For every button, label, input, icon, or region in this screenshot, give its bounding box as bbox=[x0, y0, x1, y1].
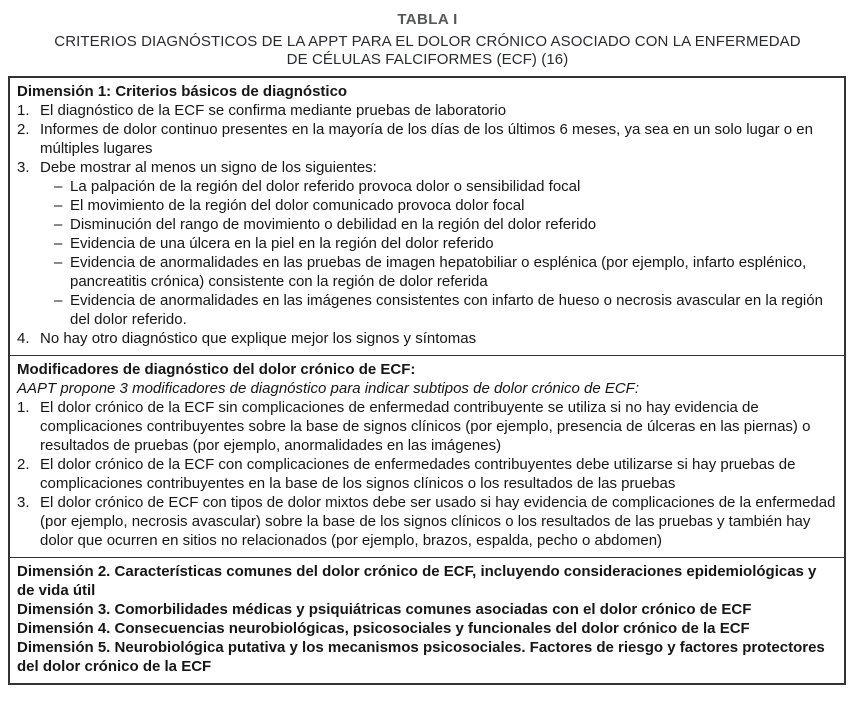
sub-list-item bbox=[17, 177, 836, 196]
sub-list-item-text: Evidencia de anormalidades en las pruebas de imagen hepatobiliar o esplénica (por ejemplo, infarto esplénico, pancreatitis crónica) consistente con la región de dolor referida bbox=[70, 254, 807, 290]
list-item-text: El dolor crónico de la ECF sin complicaciones de enfermedad contribuyente se utiliza si no hay evidencia de complicaciones contribuyentes sobre la base de signos clínicos (por ejemplo, presencia de úlceras en las piernas) o resultados de pruebas (por ejemplo, anormalidades en las imágenes) bbox=[40, 399, 811, 454]
table-caption-title-line-2: DE CÉLULAS FALCIFORMES (ECF) (16) bbox=[286, 51, 569, 68]
list-item-text: El dolor crónico de ECF con tipos de dolor mixtos debe ser usado si hay evidencia de complicaciones de la enfermedad (por ejemplo, necrosis avascular) sobre la base de los signos clínicos o los resultados de las pruebas y también hay dolor que ocurren en sitios no relacionados (por ejemplo, brazos, espalda, pecho o abdomen) bbox=[40, 494, 836, 549]
table-caption-title-line-1: CRITERIOS DIAGNÓSTICOS DE LA APPT PARA EL DOLOR CRÓNICO ASOCIADO CON LA ENFERMEDAD bbox=[54, 33, 801, 50]
section-dimension-1 bbox=[10, 78, 844, 355]
section-dimensions-2-5 bbox=[10, 557, 844, 683]
section-heading: Dimensión 1: Criterios básicos de diagnóstico bbox=[17, 83, 348, 100]
sub-list-item-text: Disminución del rango de movimiento o debilidad en la región del dolor referido bbox=[70, 216, 597, 233]
list-item bbox=[17, 120, 836, 158]
sub-list-item bbox=[17, 196, 836, 215]
list-item-number: 3. bbox=[17, 159, 30, 176]
list-item-number: 2. bbox=[17, 456, 30, 473]
sub-list-item-text: La palpación de la región del dolor referido provoca dolor o sensibilidad focal bbox=[70, 178, 581, 195]
dash-bullet: – bbox=[54, 254, 63, 271]
section-modificadores bbox=[10, 355, 844, 557]
sub-list-item-text: Evidencia de una úlcera en la piel en la región del dolor referido bbox=[70, 235, 494, 252]
table-caption bbox=[0, 0, 855, 69]
list-item-text: No hay otro diagnóstico que explique mejor los signos y síntomas bbox=[40, 330, 477, 347]
list-item bbox=[17, 455, 836, 493]
list-item bbox=[17, 398, 836, 455]
sub-list-item bbox=[17, 215, 836, 234]
dash-bullet: – bbox=[54, 216, 63, 233]
list-item-number: 1. bbox=[17, 399, 30, 416]
sub-list-item-text: Evidencia de anormalidades en las imágenes consistentes con infarto de hueso o necrosis avascular en la región del dolor referido. bbox=[70, 292, 823, 328]
dash-bullet: – bbox=[54, 292, 63, 309]
dimension-row: Dimensión 4. Consecuencias neurobiológicas, psicosociales y funcionales del dolor crónico de la ECF bbox=[17, 620, 750, 637]
list-item-text: Informes de dolor continuo presentes en la mayoría de los días de los últimos 6 meses, ya sea en un solo lugar o en múltiples lugares bbox=[40, 121, 813, 157]
list-item-number: 1. bbox=[17, 102, 30, 119]
dimension-row: Dimensión 3. Comorbilidades médicas y psiquiátricas comunes asociadas con el dolor crónico de ECF bbox=[17, 601, 752, 618]
table-caption-label: TABLA I bbox=[397, 11, 458, 28]
list-item-number: 2. bbox=[17, 121, 30, 138]
dash-bullet: – bbox=[54, 178, 63, 195]
dimension-row: Dimensión 2. Características comunes del dolor crónico de ECF, incluyendo consideraciones epidemiológicas y de vida útil bbox=[17, 563, 817, 599]
sub-list-item bbox=[17, 291, 836, 329]
sub-list-item bbox=[17, 234, 836, 253]
criteria-table bbox=[8, 76, 846, 685]
sub-list-item bbox=[17, 253, 836, 291]
list-item-text: El diagnóstico de la ECF se confirma mediante pruebas de laboratorio bbox=[40, 102, 507, 119]
list-item-text: Debe mostrar al menos un signo de los siguientes: bbox=[40, 159, 377, 176]
list-item bbox=[17, 101, 836, 120]
list-item-number: 4. bbox=[17, 330, 30, 347]
list-item bbox=[17, 158, 836, 177]
list-item-number: 3. bbox=[17, 494, 30, 511]
list-item bbox=[17, 329, 836, 348]
dash-bullet: – bbox=[54, 235, 63, 252]
dash-bullet: – bbox=[54, 197, 63, 214]
sub-list-item-text: El movimiento de la región del dolor comunicado provoca dolor focal bbox=[70, 197, 525, 214]
dimension-row: Dimensión 5. Neurobiológica putativa y los mecanismos psicosociales. Factores de riesgo y factores protectores del dolor crónico de la ECF bbox=[17, 639, 825, 675]
list-item-text: El dolor crónico de la ECF con complicaciones de enfermedades contribuyentes debe utilizarse si hay pruebas de complicaciones contribuyentes en la base de los signos clínicos o los resultados de las pruebas bbox=[40, 456, 796, 492]
section-heading: Modificadores de diagnóstico del dolor crónico de ECF: bbox=[17, 361, 416, 378]
list-item bbox=[17, 493, 836, 550]
section-intro-italic: AAPT propone 3 modificadores de diagnóstico para indicar subtipos de dolor crónico de ECF: bbox=[17, 380, 640, 397]
